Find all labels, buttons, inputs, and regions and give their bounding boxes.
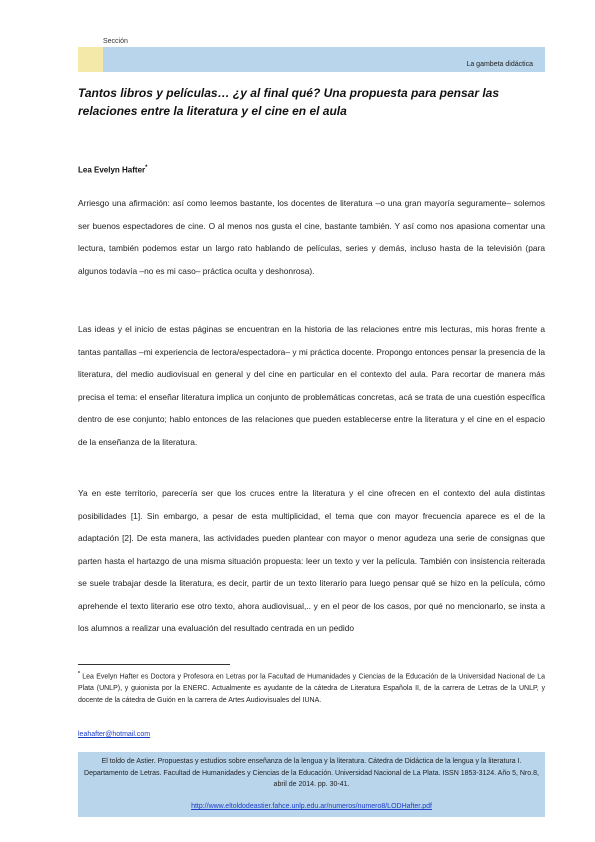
header-bar: [78, 47, 545, 72]
footnote-mark: *: [78, 671, 80, 677]
author-email-link[interactable]: leahafter@hotmail.com: [78, 731, 151, 738]
author-line: [78, 165, 147, 175]
section-label: Sección: [103, 38, 128, 45]
column-title: La gambeta didáctica: [466, 61, 533, 68]
citation-text: El toldo de Astier. Propuestas y estudios sobre enseñanza de la lengua y la literatura. Cátedra de Didáctica de la lengua y la literatura I. Departamento de Letras. Facultad de Humanidades y Ciencias de la Educación. Universidad Nacional de La Plata. ISSN 1853-3124. Año 5, Nro.8, abril de 2014. pp. 30-41.: [84, 758, 539, 788]
footnote-divider: [78, 664, 230, 665]
paragraph-2: Las ideas y el inicio de estas páginas se encuentran en la historia de las relaciones entre mis lecturas, mis horas frente a tantas pantallas –mi experiencia de lectora/espectadora– y mi práctica docente. Propongo entonces pensar la presencia de la literatura, del medio audiovisual en general y del cine en particular en el contexto del aula. Para recortar de manera más precisa el tema: el enseñar literatura implica un conjunto de problemáticas concretas, acá se trata de una cuestión específica dentro de ese conjunto; hablo entonces de las relaciones que pueden establecerse entre la literatura y el cine en el espacio de la enseñanza de la literatura.: [78, 324, 545, 447]
citation-url-link[interactable]: http://www.eltoldodeastier.fahce.unlp.edu.ar/numeros/numero8/LODHafter.pdf: [191, 803, 432, 810]
paragraph-3: Ya en este territorio, parecería ser que los cruces entre la literatura y el cine ofrecen en el contexto del aula distintas posibilidades [1]. Sin embargo, a pesar de esta multiplicidad, el tema que con mayor frecuencia aparece es el de la adaptación [2]. De esta manera, las actividades pueden plantear con mayor o menor agudeza una serie de consignas que parten hasta el hartazgo de una misma situación propuesta: leer un texto y ver la película. También con insistencia reiterada se suele trabajar desde la literatura, es decir, partir de un texto literario para luego pensar qué se hizo en la película, cómo aprehende el texto literario ese otro texto, ahora audiovisual,.. y en el peor de los casos, por qué no mencionarlo, se insta a los alumnos a realizar una evaluación del resultado centrada en un pedido: [78, 488, 545, 633]
footnote-text: Lea Evelyn Hafter es Doctora y Profesora en Letras por la Facultad de Humanidades y Ciencias de la Educación de la Universidad Nacional de La Plata (UNLP), y guionista por la ENERC. Actualmente es ayudante de la cátedra de Literatura Española II, de la carrera de Letras de la UNLP, y docente de la cátedra de Guión en la carrera de Artes Audiovisuales del IUNA.: [78, 673, 545, 704]
header-square: [78, 47, 103, 72]
paragraph-1: Arriesgo una afirmación: así como leemos bastante, los docentes de literatura –o una gran mayoría seguramente– solemos ser buenos espectadores de cine. O al menos nos gusta el cine, bastante también. Y así como nos apasiona comentar una lectura, también podemos estar un largo rato hablando de películas, series y demás, incluso hasta de la televisión (para algunos todavía –no es mi caso– práctica oculta y deshonrosa).: [78, 198, 545, 276]
citation-url-line: [84, 803, 539, 810]
footnote: [78, 669, 545, 706]
author-footnote-mark: *: [145, 165, 148, 171]
author-name: Lea Evelyn Hafter: [78, 165, 146, 175]
article-title: Tantos libros y películas… ¿y al final qué? Una propuesta para pensar las relaciones entre la literatura y el cine en el aula: [78, 86, 500, 118]
